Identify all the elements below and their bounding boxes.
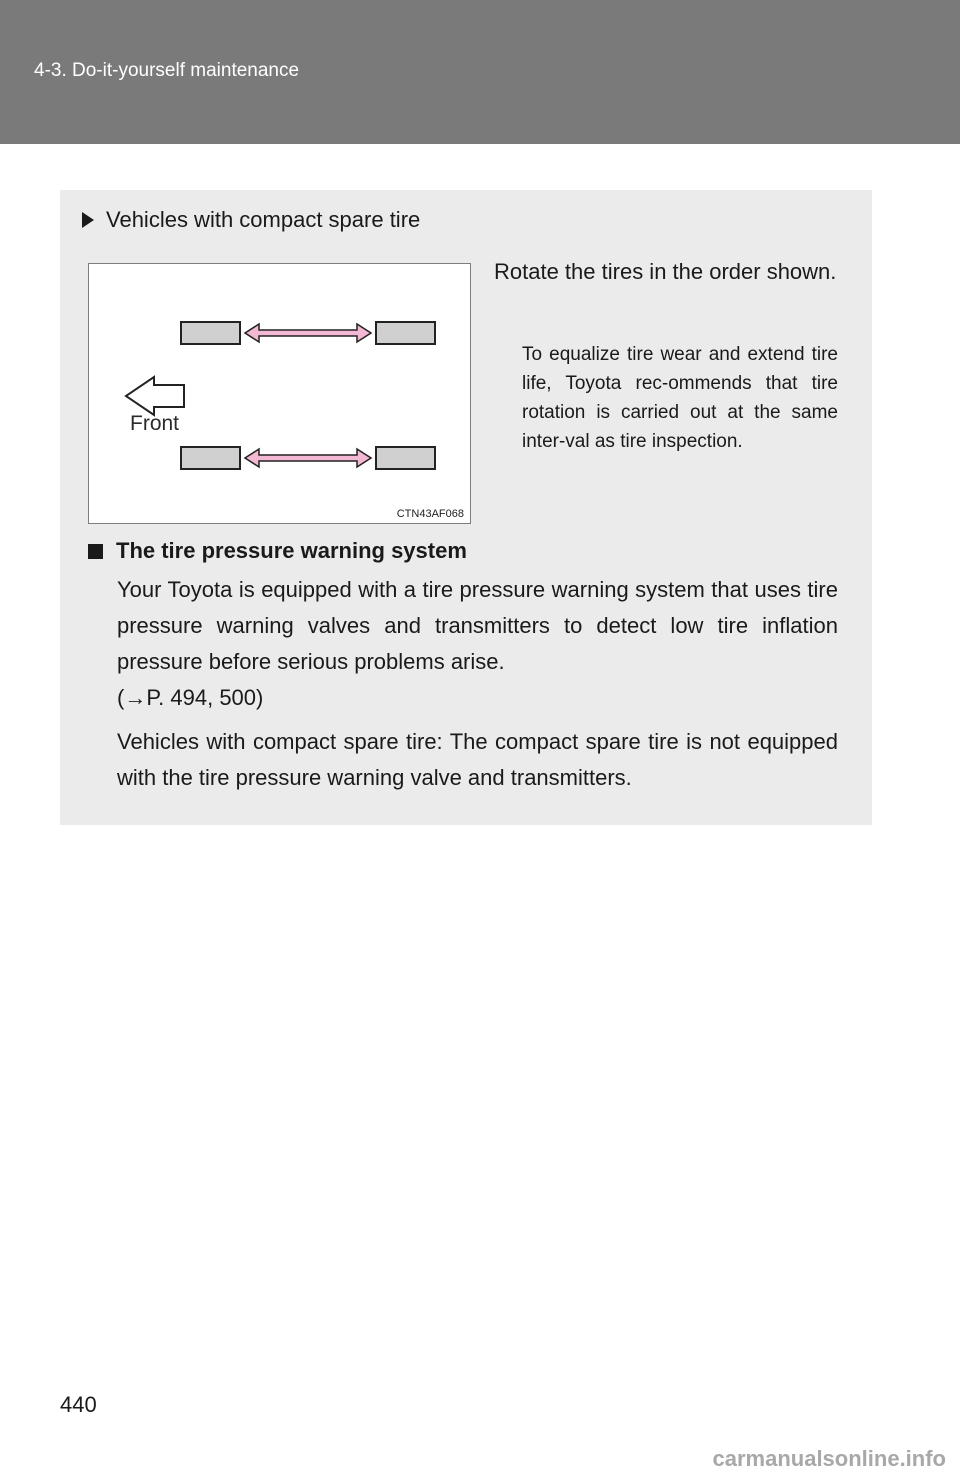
triangle-bullet-icon <box>82 212 94 228</box>
section-heading-text: The tire pressure warning system <box>116 538 467 563</box>
tire-rear-left <box>376 322 435 344</box>
watermark: carmanualsonline.info <box>712 1446 946 1471</box>
page-number: 440 <box>60 1392 97 1417</box>
tpws-description-text: Your Toyota is equipped with a tire pressure warning system that uses tire pressure warning valves and transmitters to detect low tire inflation pressure before serious problems arise. <box>117 577 838 674</box>
front-label: Front <box>130 412 180 435</box>
rotation-arrow-top <box>245 324 371 342</box>
rotation-instruction: Rotate the tires in the order shown. <box>494 259 837 284</box>
section-heading <box>88 536 467 566</box>
front-direction-arrow-icon <box>126 377 184 415</box>
figure-code: CTN43AF068 <box>396 508 464 520</box>
square-bullet-icon <box>88 544 103 559</box>
tire-rotation-diagram <box>89 264 472 525</box>
page-reference: (→P. 494, 500) <box>117 685 264 710</box>
tire-rotation-figure <box>88 263 471 524</box>
tire-rear-right <box>376 447 435 469</box>
rotation-note: To equalize tire wear and extend tire life, Toyota rec-ommends that tire rotation is carried out at the same inter-val as tire inspection. <box>522 344 838 452</box>
tpws-description <box>117 572 838 716</box>
section-title: 4-3. Do-it-yourself maintenance <box>34 60 300 81</box>
tire-front-right <box>181 447 240 469</box>
vehicle-condition <box>78 206 420 234</box>
rotation-arrow-bottom <box>245 449 371 467</box>
spare-tire-note: Vehicles with compact spare tire: The compact spare tire is not equipped with the tire pressure warning valve and transmitters. <box>117 729 838 790</box>
tire-front-left <box>181 322 240 344</box>
vehicle-condition-label: Vehicles with compact spare tire <box>106 207 421 232</box>
page-header <box>0 0 960 144</box>
